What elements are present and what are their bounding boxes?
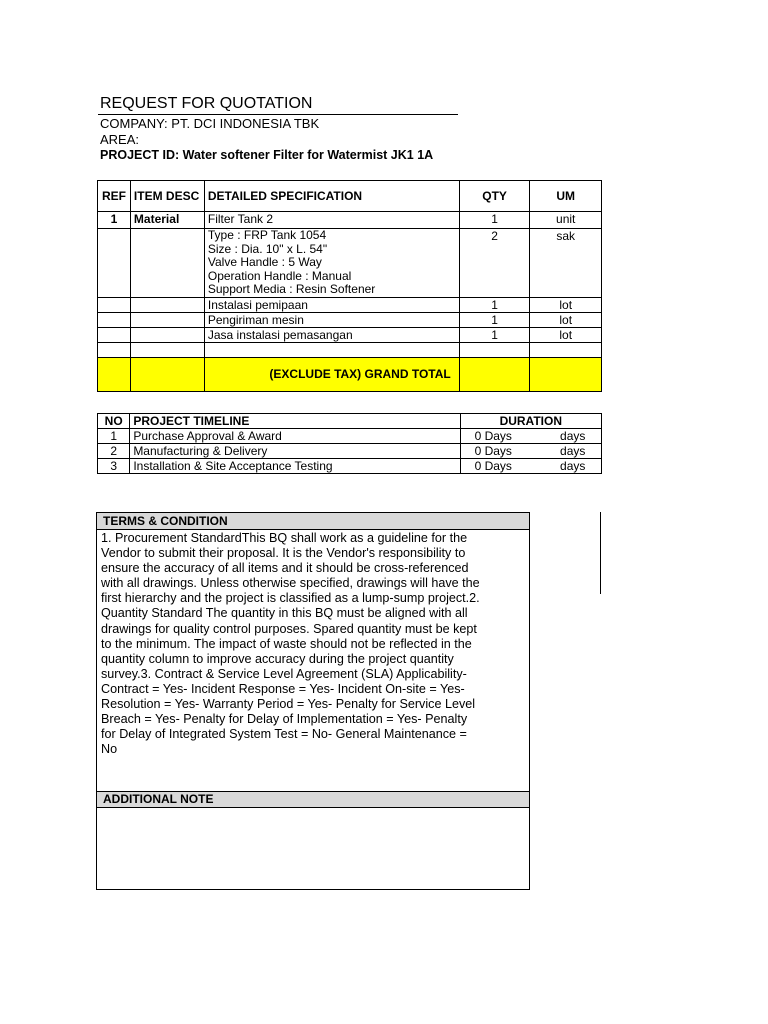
qty-cell: 1 [459,297,530,312]
spec-line: Support Media : Resin Softener [207,282,376,297]
project-id-line: PROJECT ID: Water softener Filter for Watermist JK1 1A [100,148,434,162]
col-header-duration: DURATION [460,414,601,429]
timeline-item-cell: Purchase Approval & Award [130,429,460,444]
terms-line: Resolution = Yes- Warranty Period = Yes- Penalty for Service Level [101,697,476,712]
um-cell: lot [530,297,602,312]
additional-note-heading: ADDITIONAL NOTE [97,792,529,808]
terms-line: first hierarchy and the project is classified as a lump-sump project.2. [101,591,480,606]
duration-cell: 0 Days [460,429,544,444]
terms-line: No [101,742,118,757]
terms-line: with all drawings. Unless otherwise specified, drawings will have the [101,576,480,591]
table-row [98,297,602,312]
terms-line: Vendor to submit their proposal. It is the Vendor's responsibility to [101,546,466,561]
timeline-table [97,413,602,474]
table-row [98,327,602,342]
um-cell: sak [530,229,602,298]
empty-row [98,342,602,357]
um-cell: unit [530,212,602,229]
table-row [98,312,602,327]
spec-cell: Jasa instalasi pemasangan [204,327,459,342]
area-line: AREA: [100,132,140,147]
grand-total-um-cell [530,357,602,391]
terms-line: for Delay of Integrated System Test = No- General Maintenance = [101,727,467,742]
table-row [98,212,602,229]
col-header-spec: DETAILED SPECIFICATION [204,181,459,212]
page-title: REQUEST FOR QUOTATION [100,95,313,112]
spec-line: Operation Handle : Manual [207,268,352,283]
duration-cell: 0 Days [460,444,544,459]
ref-cell: 1 [98,212,131,229]
grand-total-row [98,357,602,391]
spec-cell [204,229,459,298]
spec-line: Valve Handle : 5 Way [207,255,322,270]
timeline-item-cell: Manufacturing & Delivery [130,444,460,459]
quotation-header-row [98,181,602,212]
terms-line: Quantity Standard The quantity in this BQ must be aligned with all [101,606,468,621]
terms-heading: TERMS & CONDITION [97,513,529,530]
spec-cell: Pengiriman mesin [204,312,459,327]
qty-cell: 1 [459,212,530,229]
qty-cell: 2 [459,229,530,298]
item-desc-cell: Material [130,212,204,229]
timeline-header-row [98,414,602,429]
terms-line: drawings for quality control purposes. Spared quantity must be kept [101,621,477,636]
qty-cell: 1 [459,312,530,327]
duration-cell: 0 Days [460,459,544,474]
col-header-item-desc: ITEM DESC [130,181,204,212]
table-row [98,444,602,459]
spec-cell: Instalasi pemipaan [204,297,459,312]
terms-line: 1. Procurement StandardThis BQ shall work as a guideline for the [101,531,468,545]
duration-unit-cell: days [544,429,601,444]
col-header-qty: QTY [459,181,530,212]
no-cell: 1 [98,429,130,444]
terms-line: survey.3. Contract & Service Level Agreement (SLA) Applicability- [101,666,467,681]
spec-line: Size : Dia. 10" x L. 54" [207,241,328,256]
no-cell: 2 [98,444,130,459]
col-header-um: UM [530,181,602,212]
terms-line: Contract = Yes- Incident Response = Yes- Incident On-site = Yes- [101,681,465,696]
terms-body [97,530,529,792]
grand-total-label: (EXCLUDE TAX) GRAND TOTAL [204,357,459,391]
no-cell: 3 [98,459,130,474]
col-header-no: NO [98,414,130,429]
duration-unit-cell: days [544,459,601,474]
quotation-table [97,180,602,392]
company-line: COMPANY: PT. DCI INDONESIA TBK [100,116,320,131]
title-underline [98,114,458,115]
terms-line: to the minimum. The impact of waste should not be reflected in the [101,636,472,651]
grand-total-qty-cell [459,357,530,391]
terms-line: ensure the accuracy of all items and it should be cross-referenced [101,561,469,576]
col-header-ref: REF [98,181,131,212]
timeline-item-cell: Installation & Site Acceptance Testing [130,459,460,474]
col-header-project-timeline: PROJECT TIMELINE [130,414,460,429]
um-cell: lot [530,327,602,342]
terms-box [96,512,530,890]
terms-line: Breach = Yes- Penalty for Delay of Implementation = Yes- Penalty [101,712,468,727]
table-row [98,459,602,474]
spec-cell: Filter Tank 2 [204,212,459,229]
duration-unit-cell: days [544,444,601,459]
vertical-divider [600,512,601,594]
table-row [98,229,602,298]
spec-line: Type : FRP Tank 1054 [207,228,327,242]
um-cell: lot [530,312,602,327]
qty-cell: 1 [459,327,530,342]
terms-line: quantity column to improve accuracy during the project quantity [101,651,454,666]
table-row [98,429,602,444]
